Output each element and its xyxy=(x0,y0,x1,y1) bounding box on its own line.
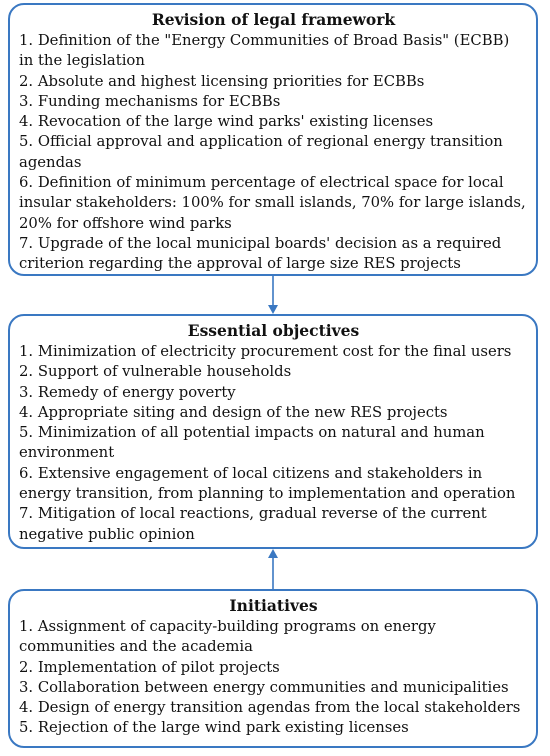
list-item: 6. Definition of minimum percentage of electrical space for local insular stakeholders: 100% for small islands, 70% for large islands, 20% for offshore wind parks xyxy=(19,174,526,232)
essential-objectives-title: Essential objectives xyxy=(187,321,360,340)
legal-framework-title: Revision of legal framework xyxy=(151,10,396,29)
list-item: 5. Minimization of all potential impacts on natural and human environment xyxy=(19,424,485,462)
list-item: 2. Absolute and highest licensing priorities for ECBBs xyxy=(19,72,425,90)
list-item: 1. Definition of the "Energy Communities of Broad Basis" (ECBB) in the legislation xyxy=(19,32,510,70)
list-item: 2. Implementation of pilot projects xyxy=(19,658,280,676)
arrow-up-head-icon xyxy=(268,549,278,558)
arrow-down-head-icon xyxy=(268,305,278,314)
list-item: 4. Design of energy transition agendas from the local stakeholders xyxy=(19,699,521,717)
list-item: 1. Assignment of capacity-building programs on energy communities and the academia xyxy=(19,618,436,656)
list-item: 4. Revocation of the large wind parks' existing licenses xyxy=(19,113,434,131)
list-item: 4. Appropriate siting and design of the new RES projects xyxy=(19,403,448,421)
list-item: 3. Collaboration between energy communities and municipalities xyxy=(19,678,509,696)
list-item: 5. Rejection of the large wind park existing licenses xyxy=(19,719,409,737)
list-item: 2. Support of vulnerable households xyxy=(19,363,292,381)
list-item: 3. Remedy of energy poverty xyxy=(19,383,236,401)
list-item: 3. Funding mechanisms for ECBBs xyxy=(19,92,281,110)
list-item: 1. Minimization of electricity procurement cost for the final users xyxy=(19,343,512,360)
list-item: 7. Mitigation of local reactions, gradual reverse of the current negative public opinion xyxy=(19,505,487,543)
list-item: 7. Upgrade of the local municipal boards' decision as a required criterion regarding the approval of large size RES projects xyxy=(19,234,502,273)
initiatives-title: Initiatives xyxy=(229,596,318,615)
list-item: 6. Extensive engagement of local citizens and stakeholders in energy transition, from planning to implementation and operation xyxy=(19,464,516,503)
list-item: 5. Official approval and application of regional energy transition agendas xyxy=(19,133,503,171)
